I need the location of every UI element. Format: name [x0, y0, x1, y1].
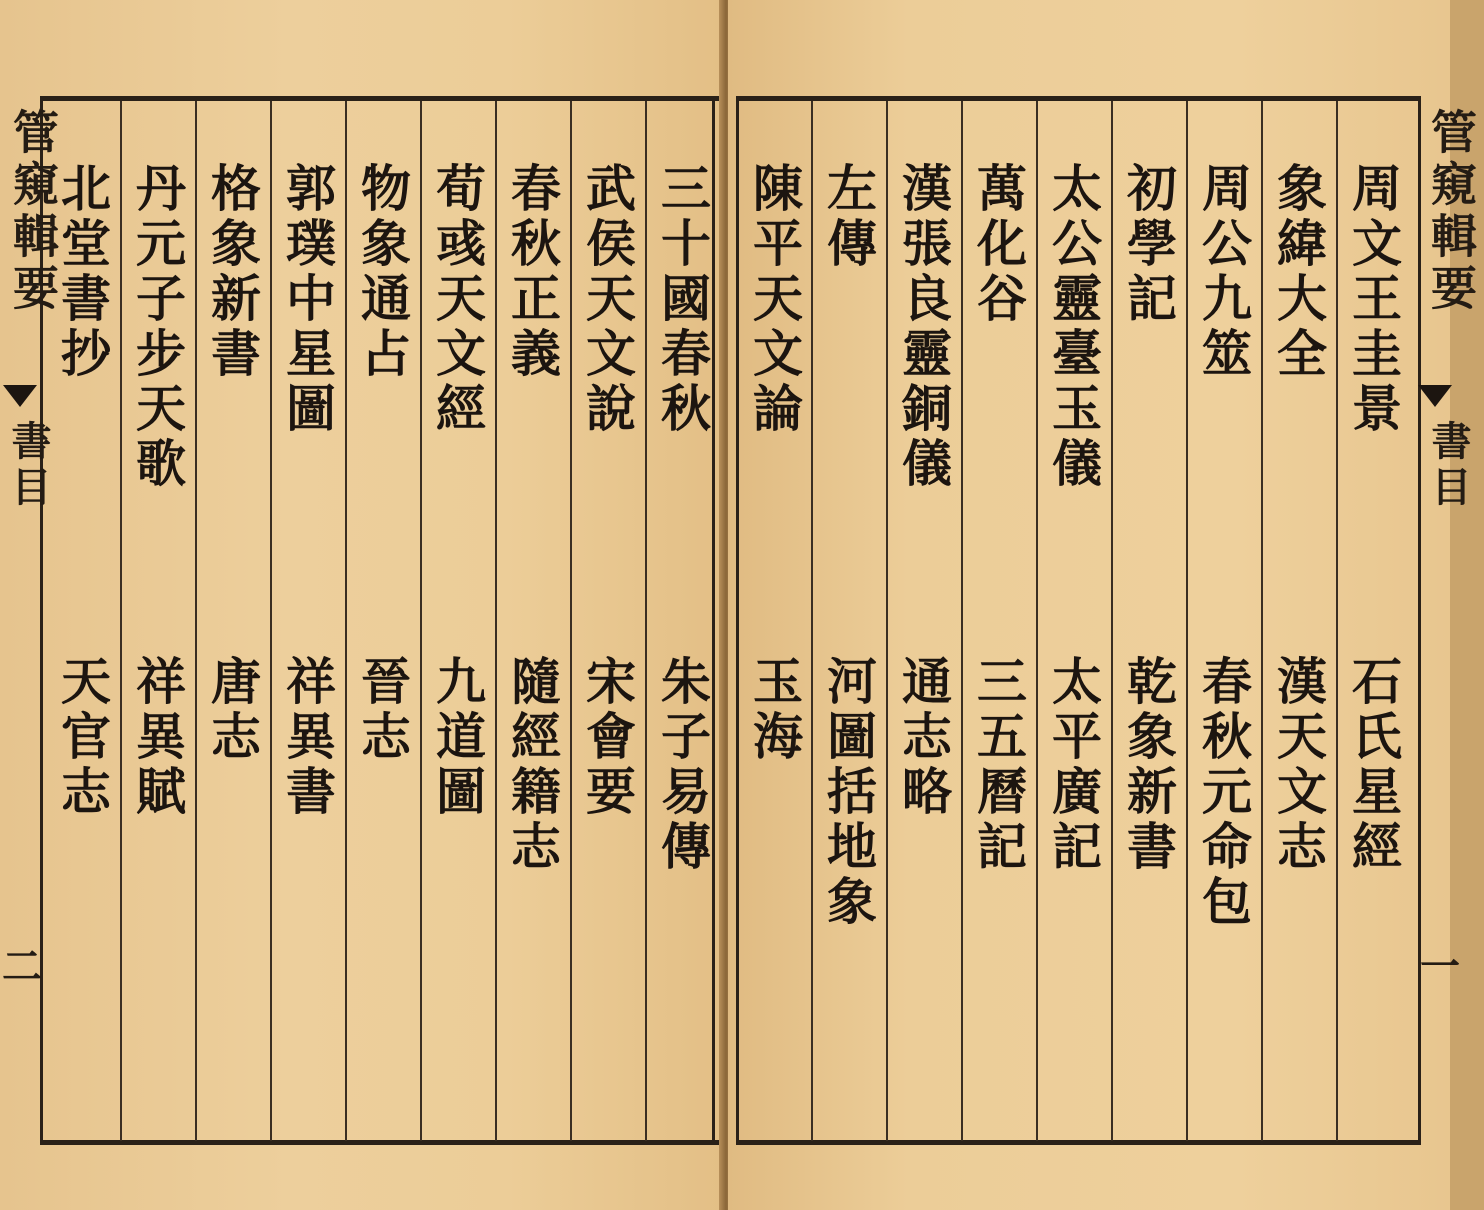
- right-column-1-top: [1336, 162, 1410, 437]
- left-fish-tail-ornament: [3, 385, 37, 407]
- left-column-8-top: [120, 162, 194, 492]
- book-title-entry: 宋會要: [578, 655, 637, 820]
- book-title-entry: 天官志: [53, 655, 112, 820]
- right-column-7-bottom: [886, 655, 960, 820]
- book-title-entry: 丹元子步天歌: [128, 162, 187, 492]
- left-column-5-top: [345, 162, 419, 382]
- book-title-entry: 郭璞中星圖: [278, 162, 337, 437]
- right-column-8-bottom: [811, 655, 885, 930]
- left-column-4-top: [420, 162, 494, 437]
- book-title-entry: 隨經籍志: [503, 655, 562, 875]
- book-title-entry: 太平廣記: [1044, 655, 1103, 875]
- right-column-5-bottom: [1036, 655, 1110, 875]
- book-title-entry: 玉海: [745, 655, 804, 765]
- right-column-9-top: [737, 162, 811, 437]
- right-top-rule: [736, 96, 1421, 101]
- right-column-6-top: [961, 162, 1035, 327]
- book-title-entry: 陳平天文論: [745, 162, 804, 437]
- book-title-entry: 祥異書: [278, 655, 337, 820]
- left-folio: 二: [2, 943, 42, 990]
- left-bottom-rule: [40, 1140, 720, 1145]
- book-title-entry: 左傳: [819, 162, 878, 272]
- book-title-entry: 春秋正義: [503, 162, 562, 382]
- book-title-entry: 格象新書: [203, 162, 262, 382]
- left-column-1-top: [645, 162, 719, 437]
- right-column-5-top: [1036, 162, 1110, 492]
- book-title-entry: 春秋元命包: [1194, 655, 1253, 930]
- left-column-2-bottom: [570, 655, 644, 820]
- left-column-7-bottom: [195, 655, 269, 765]
- book-title-entry: 唐志: [203, 655, 262, 765]
- left-column-8-bottom: [120, 655, 194, 820]
- left-column-9-top: [45, 162, 119, 382]
- right-column-4-bottom: [1111, 655, 1185, 875]
- left-margin-section: 書目: [5, 420, 52, 512]
- book-title-entry: 周文王圭景: [1344, 162, 1403, 437]
- right-column-3-top: [1186, 162, 1260, 382]
- right-bottom-rule: [736, 1140, 1421, 1145]
- book-title-entry: 太公靈臺玉儀: [1044, 162, 1103, 492]
- left-column-9-bottom: [45, 655, 119, 820]
- book-title-entry: 三五曆記: [969, 655, 1028, 875]
- book-title-entry: 荀彧天文經: [428, 162, 487, 437]
- right-fish-tail-ornament: [1418, 385, 1452, 407]
- left-column-3-bottom: [495, 655, 569, 875]
- left-top-rule: [40, 96, 720, 101]
- book-title-entry: 物象通占: [353, 162, 412, 382]
- book-title-entry: 漢天文志: [1269, 655, 1328, 875]
- right-margin-title: 管窺輯要: [1424, 108, 1478, 316]
- book-title-entry: 北堂書抄: [53, 162, 112, 382]
- book-title-entry: 晉志: [353, 655, 412, 765]
- left-column-3-top: [495, 162, 569, 382]
- right-column-1-bottom: [1336, 655, 1410, 875]
- book-title-entry: 石氏星經: [1344, 655, 1403, 875]
- left-column-4-bottom: [420, 655, 494, 820]
- right-column-2-bottom: [1261, 655, 1335, 875]
- right-folio: 一: [1420, 943, 1460, 990]
- book-title-entry: 乾象新書: [1119, 655, 1178, 875]
- right-column-7-top: [886, 162, 960, 492]
- right-column-8-top: [811, 162, 885, 272]
- book-title-entry: 祥異賦: [128, 655, 187, 820]
- book-title-entry: 通志略: [894, 655, 953, 820]
- left-column-1-bottom: [645, 655, 719, 875]
- left-margin-title: 管窺輯要: [6, 108, 60, 316]
- left-column-6-top: [270, 162, 344, 437]
- book-title-entry: 朱子易傳: [653, 655, 712, 875]
- book-title-entry: 河圖括地象: [819, 655, 878, 930]
- right-margin-section: 書目: [1425, 420, 1472, 512]
- right-column-9-bottom: [737, 655, 811, 765]
- book-title-entry: 初學記: [1119, 162, 1178, 327]
- left-page: [0, 0, 722, 1210]
- right-column-4-top: [1111, 162, 1185, 327]
- left-column-5-bottom: [345, 655, 419, 765]
- right-column-3-bottom: [1186, 655, 1260, 930]
- right-page: [728, 0, 1478, 1210]
- left-column-2-top: [570, 162, 644, 437]
- left-column-6-bottom: [270, 655, 344, 820]
- book-title-entry: 周公九筮: [1194, 162, 1253, 382]
- book-title-entry: 武侯天文說: [578, 162, 637, 437]
- left-column-7-top: [195, 162, 269, 382]
- book-title-entry: 九道圖: [428, 655, 487, 820]
- book-title-entry: 三十國春秋: [653, 162, 712, 437]
- book-title-entry: 萬化谷: [969, 162, 1028, 327]
- right-column-6-bottom: [961, 655, 1035, 875]
- book-title-entry: 象緯大全: [1269, 162, 1328, 382]
- book-title-entry: 漢張良靈銅儀: [894, 162, 953, 492]
- right-column-2-top: [1261, 162, 1335, 382]
